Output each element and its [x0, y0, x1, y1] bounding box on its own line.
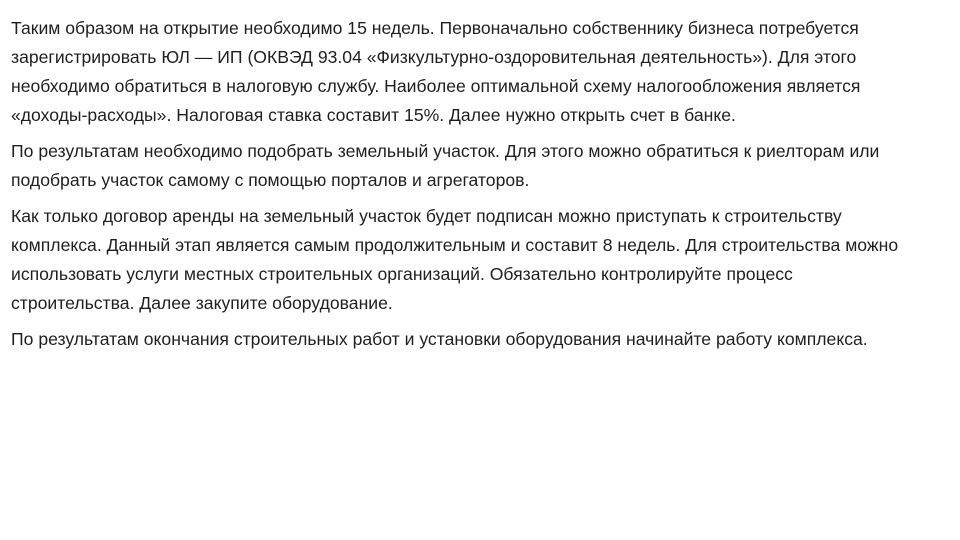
paragraph-launch: По результатам окончания строительных работ и установки оборудования начинайте работу комплекса.	[11, 329, 868, 349]
paragraph-construction: Как только договор аренды на земельный участок будет подписан можно приступать к строительству комплекса. Данный этап является самым продолжительным и составит 8 недель. Для строительства можно использовать услуги местных строительных организаций. Обязательно контролируйте процесс строительства. Далее закупите оборудование.	[11, 206, 899, 313]
paragraph-registration: Таким образом на открытие необходимо 15 недель. Первоначально собственнику бизнеса потребуется зарегистрировать ЮЛ — ИП (ОКВЭД 93.04 «Физкультурно-оздоровительная деятельность»). Для этого необходимо обратиться в налоговую службу. Наиболее оптимальной схему налогообложения является «доходы-расходы». Налоговая ставка составит 15%. Далее нужно открыть счет в банке.	[11, 18, 861, 125]
paragraph-land-plot: По результатам необходимо подобрать земельный участок. Для этого можно обратиться к риелторам или подобрать участок самому с помощью порталов и агрегаторов.	[11, 141, 880, 190]
